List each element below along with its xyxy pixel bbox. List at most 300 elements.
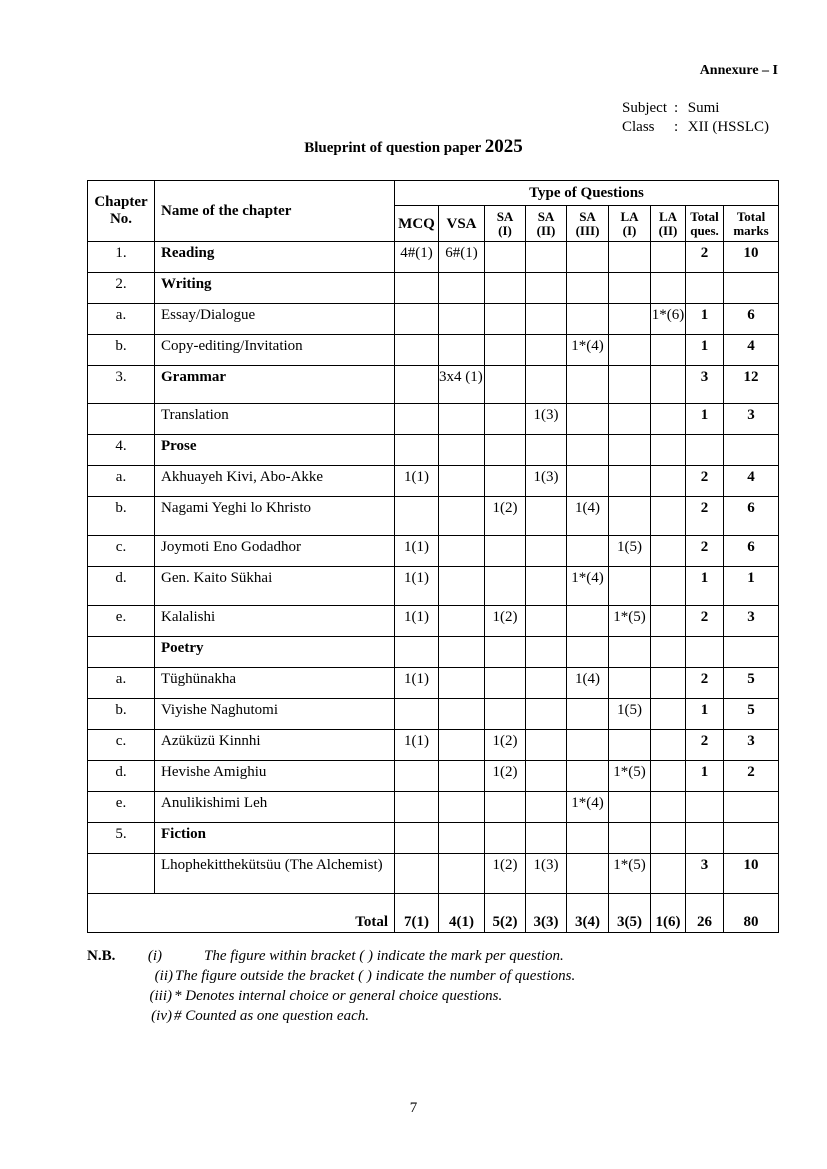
value-cell: 1(1) <box>395 466 439 497</box>
value-cell: 1(1) <box>395 536 439 567</box>
value-cell <box>526 823 567 854</box>
header-sub-line: ques. <box>690 222 719 238</box>
value-cell <box>395 792 439 823</box>
chapter-name-cell: Translation <box>155 404 395 435</box>
header-sub-line: marks <box>733 222 769 238</box>
value-cell <box>567 823 609 854</box>
total-label: Total <box>88 894 395 933</box>
table-row <box>88 854 779 894</box>
value-cell <box>567 606 609 637</box>
value-cell <box>567 854 609 894</box>
value-cell: 2 <box>686 668 724 699</box>
note-number: (iv) <box>151 1008 172 1024</box>
value-cell <box>439 273 485 304</box>
chapter-name-cell: Gen. Kaito Sükhai <box>155 567 395 606</box>
value-cell <box>526 761 567 792</box>
value-cell <box>609 792 651 823</box>
header-sub-col <box>485 206 526 242</box>
value-cell <box>439 435 485 466</box>
value-cell <box>567 242 609 273</box>
header-row-top <box>88 181 779 206</box>
value-cell <box>651 730 686 761</box>
value-cell: 2 <box>686 730 724 761</box>
header-sub-line: (I) <box>622 222 637 238</box>
table-row <box>88 366 779 404</box>
chapter-name-cell: Fiction <box>155 823 395 854</box>
table-row <box>88 304 779 335</box>
header-sub-line: SA <box>496 208 514 224</box>
table-row <box>88 792 779 823</box>
header-sub-line: Total <box>736 208 766 224</box>
value-cell: 1*(6) <box>651 304 686 335</box>
value-cell <box>651 637 686 668</box>
value-cell: 10 <box>724 854 779 894</box>
table-row <box>88 637 779 668</box>
value-cell <box>439 637 485 668</box>
chapter-name-cell: Reading <box>155 242 395 273</box>
value-cell: 1(2) <box>485 606 526 637</box>
document-meta <box>622 99 769 137</box>
header-chapter-no-line1: Chapter <box>94 194 148 210</box>
total-value-cell: 5(2) <box>485 894 526 933</box>
value-cell <box>485 366 526 404</box>
value-cell <box>439 304 485 335</box>
annexure-label: Annexure – I <box>699 63 778 78</box>
value-cell: 2 <box>724 761 779 792</box>
value-cell: 2 <box>686 497 724 536</box>
table-row <box>88 435 779 466</box>
value-cell <box>485 304 526 335</box>
value-cell: 1 <box>686 404 724 435</box>
header-sub-line: (I) <box>498 222 512 238</box>
value-cell <box>439 668 485 699</box>
chapter-no-cell <box>88 637 155 668</box>
value-cell: 5 <box>724 699 779 730</box>
value-cell <box>439 335 485 366</box>
page-number: 7 <box>409 1100 418 1116</box>
value-cell: 6 <box>724 497 779 536</box>
value-cell <box>439 536 485 567</box>
value-cell <box>609 404 651 435</box>
value-cell: 1(4) <box>567 668 609 699</box>
value-cell <box>485 637 526 668</box>
value-cell <box>439 699 485 730</box>
value-cell <box>485 404 526 435</box>
chapter-name-cell: Anulikishimi Leh <box>155 792 395 823</box>
value-cell <box>609 466 651 497</box>
total-value-cell: 1(6) <box>651 894 686 933</box>
value-cell <box>395 497 439 536</box>
chapter-no-cell: e. <box>88 606 155 637</box>
value-cell: 3 <box>724 730 779 761</box>
total-value-cell: 80 <box>724 894 779 933</box>
value-cell <box>485 435 526 466</box>
value-cell <box>567 637 609 668</box>
value-cell <box>526 699 567 730</box>
value-cell <box>395 304 439 335</box>
note-text: The figure within bracket ( ) indicate the mark per question. <box>204 948 564 964</box>
value-cell <box>609 335 651 366</box>
value-cell <box>686 823 724 854</box>
chapter-name-cell: Copy-editing/Invitation <box>155 335 395 366</box>
value-cell <box>651 273 686 304</box>
value-cell <box>439 404 485 435</box>
chapter-name-cell: Akhuayeh Kivi, Abo-Akke <box>155 466 395 497</box>
header-sub-line: (II) <box>536 222 556 238</box>
value-cell: 4 <box>724 335 779 366</box>
note-number: (ii) <box>154 968 173 984</box>
value-cell: 1(5) <box>609 536 651 567</box>
chapter-no-cell <box>88 854 155 894</box>
table-row <box>88 242 779 273</box>
value-cell <box>651 404 686 435</box>
chapter-no-cell: b. <box>88 699 155 730</box>
value-cell <box>567 730 609 761</box>
value-cell <box>526 567 567 606</box>
chapter-name-cell: Viyishe Naghutomi <box>155 699 395 730</box>
value-cell <box>651 466 686 497</box>
header-chapter-no <box>88 181 155 242</box>
value-cell <box>526 242 567 273</box>
table-row <box>88 699 779 730</box>
table-row <box>88 497 779 536</box>
value-cell <box>651 435 686 466</box>
value-cell: 1*(5) <box>609 761 651 792</box>
value-cell <box>651 668 686 699</box>
value-cell: 4 <box>724 466 779 497</box>
chapter-name-cell: Hevishe Amighiu <box>155 761 395 792</box>
value-cell <box>485 668 526 699</box>
chapter-name-cell: Lhophekitthekütsüu (The Alchemist) <box>155 854 395 894</box>
subject-label: Subject <box>622 100 667 116</box>
subject-sep: : <box>674 100 679 116</box>
header-sub-col <box>609 206 651 242</box>
chapter-no-cell: c. <box>88 536 155 567</box>
value-cell <box>567 761 609 792</box>
value-cell: 3 <box>686 854 724 894</box>
value-cell <box>485 335 526 366</box>
header-sub-line: LA <box>620 208 639 224</box>
value-cell: 6#(1) <box>439 242 485 273</box>
header-sub-col <box>526 206 567 242</box>
value-cell <box>439 854 485 894</box>
title-year: 2025 <box>484 136 523 157</box>
value-cell <box>395 699 439 730</box>
chapter-no-cell: 3. <box>88 366 155 404</box>
header-sub-col <box>651 206 686 242</box>
table-body <box>88 242 779 933</box>
header-sub-line: (III) <box>575 222 600 238</box>
header-sub-line: SA <box>579 208 596 224</box>
class-label: Class <box>622 119 655 135</box>
value-cell <box>651 497 686 536</box>
subject-value: Sumi <box>687 100 720 116</box>
chapter-no-cell: 5. <box>88 823 155 854</box>
class-line <box>622 118 769 137</box>
table-row <box>88 404 779 435</box>
value-cell <box>395 273 439 304</box>
table-row <box>88 668 779 699</box>
value-cell <box>724 792 779 823</box>
value-cell: 4#(1) <box>395 242 439 273</box>
header-sub-col <box>724 206 779 242</box>
value-cell <box>485 242 526 273</box>
header-type-of-questions: Type of Questions <box>395 181 779 206</box>
value-cell <box>651 335 686 366</box>
value-cell: 1 <box>686 304 724 335</box>
value-cell: 1*(4) <box>567 567 609 606</box>
table-row <box>88 536 779 567</box>
value-cell: 1(3) <box>526 466 567 497</box>
header-sub-line: SA <box>537 208 555 224</box>
table-row <box>88 335 779 366</box>
header-sub-col <box>395 206 439 242</box>
value-cell <box>526 335 567 366</box>
header-sub-line: Total <box>690 208 719 224</box>
table-row <box>88 730 779 761</box>
value-cell: 6 <box>724 304 779 335</box>
value-cell: 2 <box>686 536 724 567</box>
value-cell: 1*(5) <box>609 606 651 637</box>
value-cell <box>651 242 686 273</box>
value-cell <box>609 304 651 335</box>
value-cell <box>395 435 439 466</box>
page-title <box>0 136 827 158</box>
value-cell: 1(2) <box>485 497 526 536</box>
value-cell <box>686 637 724 668</box>
value-cell: 5 <box>724 668 779 699</box>
value-cell <box>651 792 686 823</box>
value-cell: 3x4 (1) <box>439 366 485 404</box>
value-cell <box>724 637 779 668</box>
value-cell: 1(2) <box>485 854 526 894</box>
class-sep: : <box>674 119 679 135</box>
value-cell <box>609 497 651 536</box>
value-cell <box>439 466 485 497</box>
value-cell <box>395 637 439 668</box>
value-cell <box>567 435 609 466</box>
chapter-no-cell: e. <box>88 792 155 823</box>
total-row <box>88 894 779 933</box>
header-chapter-name: Name of the chapter <box>155 181 395 242</box>
value-cell <box>609 273 651 304</box>
value-cell: 2 <box>686 466 724 497</box>
chapter-no-cell: a. <box>88 304 155 335</box>
chapter-name-cell: Prose <box>155 435 395 466</box>
value-cell <box>651 606 686 637</box>
value-cell: 1(1) <box>395 730 439 761</box>
value-cell <box>395 761 439 792</box>
value-cell: 12 <box>724 366 779 404</box>
total-value-cell: 7(1) <box>395 894 439 933</box>
chapter-no-cell: b. <box>88 335 155 366</box>
value-cell <box>609 567 651 606</box>
chapter-name-cell: Writing <box>155 273 395 304</box>
value-cell <box>567 304 609 335</box>
subject-line <box>622 99 769 118</box>
value-cell <box>686 792 724 823</box>
value-cell <box>485 699 526 730</box>
blueprint-table <box>87 180 779 933</box>
value-cell <box>609 366 651 404</box>
value-cell: 3 <box>686 366 724 404</box>
chapter-no-cell: 2. <box>88 273 155 304</box>
chapter-no-cell: 1. <box>88 242 155 273</box>
value-cell <box>724 823 779 854</box>
value-cell: 2 <box>686 606 724 637</box>
value-cell <box>395 335 439 366</box>
value-cell <box>686 435 724 466</box>
header-chapter-no-line2: No. <box>109 211 133 227</box>
total-value-cell: 3(3) <box>526 894 567 933</box>
value-cell <box>609 668 651 699</box>
value-cell <box>439 761 485 792</box>
value-cell: 1*(4) <box>567 792 609 823</box>
value-cell <box>439 730 485 761</box>
value-cell <box>651 366 686 404</box>
value-cell <box>567 366 609 404</box>
table-row <box>88 567 779 606</box>
value-cell <box>567 536 609 567</box>
value-cell: 1 <box>686 699 724 730</box>
value-cell: 1(5) <box>609 699 651 730</box>
chapter-no-cell: c. <box>88 730 155 761</box>
value-cell <box>567 273 609 304</box>
value-cell: 3 <box>724 404 779 435</box>
value-cell <box>485 792 526 823</box>
value-cell <box>686 273 724 304</box>
value-cell: 1(1) <box>395 567 439 606</box>
chapter-no-cell: d. <box>88 567 155 606</box>
header-sub-line: LA <box>658 208 678 224</box>
note-number: (i) <box>147 948 162 964</box>
value-cell <box>609 823 651 854</box>
total-value-cell: 4(1) <box>439 894 485 933</box>
value-cell: 1(2) <box>485 761 526 792</box>
class-value: XII (HSSLC) <box>687 119 769 135</box>
total-value-cell: 26 <box>686 894 724 933</box>
value-cell <box>526 435 567 466</box>
table-row <box>88 606 779 637</box>
value-cell <box>724 435 779 466</box>
value-cell <box>485 466 526 497</box>
value-cell: 6 <box>724 536 779 567</box>
chapter-no-cell: 4. <box>88 435 155 466</box>
value-cell <box>609 242 651 273</box>
value-cell <box>439 567 485 606</box>
value-cell <box>395 404 439 435</box>
table-row <box>88 823 779 854</box>
value-cell <box>485 823 526 854</box>
header-sub-col <box>439 206 485 242</box>
value-cell: 1 <box>686 335 724 366</box>
value-cell: 1(1) <box>395 606 439 637</box>
chapter-name-cell: Azüküzü Kinnhi <box>155 730 395 761</box>
value-cell <box>526 637 567 668</box>
notes-label: N.B. <box>87 948 116 964</box>
value-cell: 1*(4) <box>567 335 609 366</box>
value-cell <box>395 823 439 854</box>
note-number: (iii) <box>149 988 172 1004</box>
table-row <box>88 273 779 304</box>
value-cell <box>526 536 567 567</box>
value-cell <box>395 854 439 894</box>
value-cell: 1(2) <box>485 730 526 761</box>
value-cell: 1(3) <box>526 404 567 435</box>
value-cell: 1 <box>724 567 779 606</box>
value-cell <box>439 497 485 536</box>
chapter-name-cell: Tüghünakha <box>155 668 395 699</box>
header-sub-line: MCQ <box>398 215 435 232</box>
value-cell <box>609 637 651 668</box>
value-cell <box>651 567 686 606</box>
value-cell: 3 <box>724 606 779 637</box>
value-cell <box>651 823 686 854</box>
value-cell <box>724 273 779 304</box>
note-text: The figure outside the bracket ( ) indicate the number of questions. <box>175 968 576 984</box>
value-cell: 1(3) <box>526 854 567 894</box>
value-cell <box>526 304 567 335</box>
chapter-no-cell: b. <box>88 497 155 536</box>
value-cell <box>609 730 651 761</box>
note-text: * Denotes internal choice or general choice questions. <box>174 988 503 1004</box>
value-cell: 1(1) <box>395 668 439 699</box>
value-cell <box>485 567 526 606</box>
value-cell <box>439 606 485 637</box>
chapter-name-cell: Kalalishi <box>155 606 395 637</box>
table-row <box>88 761 779 792</box>
chapter-name-cell: Essay/Dialogue <box>155 304 395 335</box>
value-cell <box>651 761 686 792</box>
value-cell: 1 <box>686 567 724 606</box>
chapter-no-cell: a. <box>88 668 155 699</box>
value-cell <box>651 854 686 894</box>
value-cell <box>526 668 567 699</box>
total-value-cell: 3(5) <box>609 894 651 933</box>
value-cell: 1(4) <box>567 497 609 536</box>
chapter-no-cell: d. <box>88 761 155 792</box>
value-cell: 1 <box>686 761 724 792</box>
chapter-name-cell: Nagami Yeghi lo Khristo <box>155 497 395 536</box>
chapter-name-cell: Grammar <box>155 366 395 404</box>
value-cell <box>567 404 609 435</box>
value-cell <box>609 435 651 466</box>
value-cell <box>526 606 567 637</box>
value-cell <box>526 730 567 761</box>
value-cell <box>526 497 567 536</box>
value-cell <box>526 273 567 304</box>
header-sub-line: (II) <box>658 222 678 238</box>
chapter-name-cell: Joymoti Eno Godadhor <box>155 536 395 567</box>
value-cell <box>651 536 686 567</box>
chapter-name-cell: Poetry <box>155 637 395 668</box>
value-cell: 2 <box>686 242 724 273</box>
chapter-no-cell <box>88 404 155 435</box>
header-sub-line: VSA <box>446 215 477 232</box>
total-value-cell: 3(4) <box>567 894 609 933</box>
value-cell: 1*(5) <box>609 854 651 894</box>
header-sub-col <box>686 206 724 242</box>
value-cell <box>567 466 609 497</box>
title-text: Blueprint of question paper <box>304 140 482 156</box>
value-cell: 10 <box>724 242 779 273</box>
value-cell <box>485 536 526 567</box>
value-cell <box>439 792 485 823</box>
value-cell <box>526 366 567 404</box>
header-sub-col <box>567 206 609 242</box>
value-cell <box>439 823 485 854</box>
chapter-no-cell: a. <box>88 466 155 497</box>
